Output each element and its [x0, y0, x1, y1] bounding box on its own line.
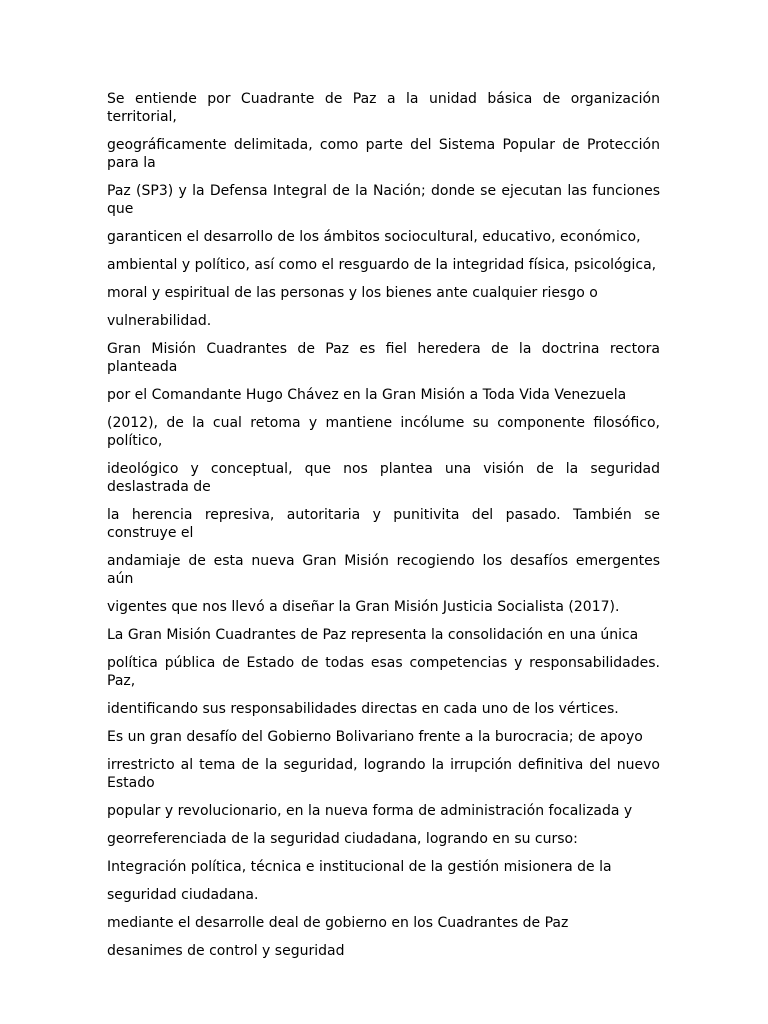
- paragraph-line: garanticen el desarrollo de los ámbitos sociocultural, educativo, económico,: [107, 229, 641, 245]
- paragraph-line: Gran Misión Cuadrantes de Paz es fiel heredera de la doctrina rectora planteada: [107, 341, 660, 375]
- paragraph-line: Se entiende por Cuadrante de Paz a la unidad básica de organización territorial,: [107, 91, 660, 125]
- paragraph-line: (2012), de la cual retoma y mantiene incólume su componente filosófico, político,: [107, 415, 660, 449]
- paragraph-line: Integración política, técnica e institucional de la gestión misionera de la: [107, 859, 612, 875]
- paragraph-line: georreferenciada de la seguridad ciudadana, logrando en su curso:: [107, 831, 578, 847]
- paragraph-line: Paz (SP3) y la Defensa Integral de la Nación; donde se ejecutan las funciones que: [107, 183, 660, 217]
- paragraph-line: mediante el desarrolle deal de gobierno en los Cuadrantes de Paz: [107, 915, 569, 931]
- paragraph-line: irrestricto al tema de la seguridad, logrando la irrupción definitiva del nuevo Estado: [107, 757, 660, 791]
- paragraph-line: vulnerabilidad.: [107, 313, 212, 329]
- paragraph-line: La Gran Misión Cuadrantes de Paz representa la consolidación en una única: [107, 627, 639, 643]
- paragraph-line: política pública de Estado de todas esas competencias y responsabilidades. Paz,: [107, 655, 660, 689]
- paragraph-line: desanimes de control y seguridad: [107, 943, 345, 959]
- paragraph-line: ideológico y conceptual, que nos plantea una visión de la seguridad deslastrada de: [107, 461, 660, 495]
- paragraph-line: andamiaje de esta nueva Gran Misión recogiendo los desafíos emergentes aún: [107, 553, 660, 587]
- paragraph-line: la herencia represiva, autoritaria y punitivita del pasado. También se construye el: [107, 507, 660, 541]
- paragraph-line: popular y revolucionario, en la nueva forma de administración focalizada y: [107, 803, 633, 819]
- document-page: [107, 90, 660, 970]
- paragraph-line: moral y espiritual de las personas y los bienes ante cualquier riesgo o: [107, 285, 598, 301]
- paragraph-line: vigentes que nos llevó a diseñar la Gran Misión Justicia Socialista (2017).: [107, 599, 620, 615]
- paragraph-line: identificando sus responsabilidades directas en cada uno de los vértices.: [107, 701, 619, 717]
- paragraph-line: Es un gran desafío del Gobierno Bolivariano frente a la burocracia; de apoyo: [107, 729, 643, 745]
- paragraph-line: ambiental y político, así como el resguardo de la integridad física, psicológica,: [107, 257, 657, 273]
- paragraph-line: seguridad ciudadana.: [107, 887, 259, 903]
- paragraph-line: geográficamente delimitada, como parte del Sistema Popular de Protección para la: [107, 137, 660, 171]
- paragraph-line: por el Comandante Hugo Chávez en la Gran Misión a Toda Vida Venezuela: [107, 387, 627, 403]
